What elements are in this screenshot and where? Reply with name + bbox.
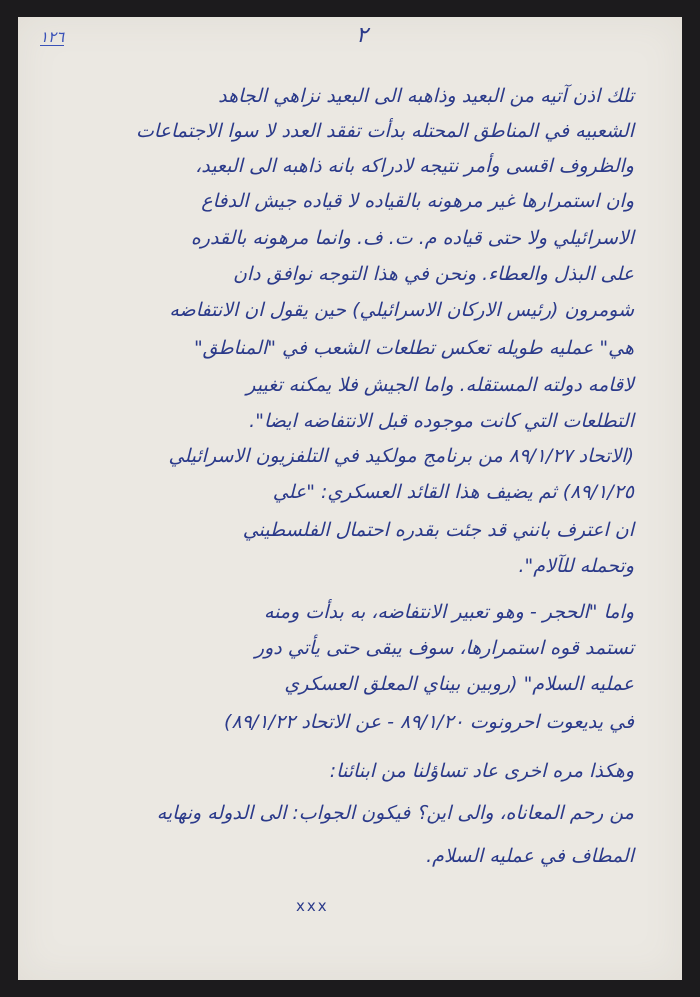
page-number: ٢ — [356, 23, 368, 48]
text-line: تستمد قوه استمرارها، سوف يبقى حتى يأتي دور — [254, 637, 634, 659]
text-line: (الاتحاد ٨٩/١/٢٧ من برنامج مولكيد في التلفزيون الاسرائيلي — [168, 445, 634, 467]
text-line: المطاف في عمليه السلام. — [426, 845, 634, 867]
text-line: وان استمرارها غير مرهونه بالقياده لا قياده جيش الدفاع — [201, 190, 634, 212]
text-line: الاسرائيلي ولا حتى قياده م. ت. ف. وانما مرهونه بالقدره — [190, 227, 634, 249]
text-line: على البذل والعطاء. ونحن في هذا التوجه نوافق دان — [232, 263, 634, 285]
archive-number: ١٢٦ — [40, 28, 65, 46]
text-line: من رحم المعاناه، والى اين؟ فيكون الجواب: الى الدوله ونهايه — [156, 802, 634, 824]
letter-page — [18, 17, 682, 980]
text-line: شومرون (رئيس الاركان الاسرائيلي) حين يقول ان الانتفاضه — [169, 299, 634, 321]
text-line: ان اعترف بانني قد جئت بقدره احتمال الفلسطيني — [242, 519, 634, 541]
text-line: في يديعوت احرونوت ٨٩/١/٢٠ - عن الاتحاد ٨٩/١/٢٢) — [224, 711, 634, 733]
text-line: والظروف اقسى وأمر نتيجه لادراكه بانه ذاهبه الى البعيد، — [195, 155, 634, 177]
text-line: وتحمله للآلام". — [518, 555, 634, 577]
text-line: الشعبيه في المناطق المحتله بدأت تفقد العدد لا سوا الاجتماعات — [136, 120, 634, 142]
text-line: هي" عمليه طويله تعكس تطلعات الشعب في "المناطق" — [193, 337, 634, 359]
end-mark: xxx — [296, 897, 329, 915]
text-line: تلك اذن آتيه من البعيد وذاهبه الى البعيد نزاهي الجاهد — [218, 85, 634, 107]
text-line: واما "الحجر - وهو تعبير الانتفاضه، به بدأت ومنه — [264, 601, 634, 623]
text-line: ٨٩/١/٢٥) ثم يضيف هذا القائد العسكري: "علي — [272, 481, 634, 503]
text-line: وهكذا مره اخرى عاد تساؤلنا من ابنائنا: — [329, 760, 634, 782]
text-line: التطلعات التي كانت موجوده قبل الانتفاضه ايضا". — [249, 410, 634, 432]
text-line: لاقامه دولته المستقله. واما الجيش فلا يمكنه تغيير — [246, 374, 634, 396]
text-line: عمليه السلام" (روبين بيناي المعلق العسكري — [284, 673, 634, 695]
